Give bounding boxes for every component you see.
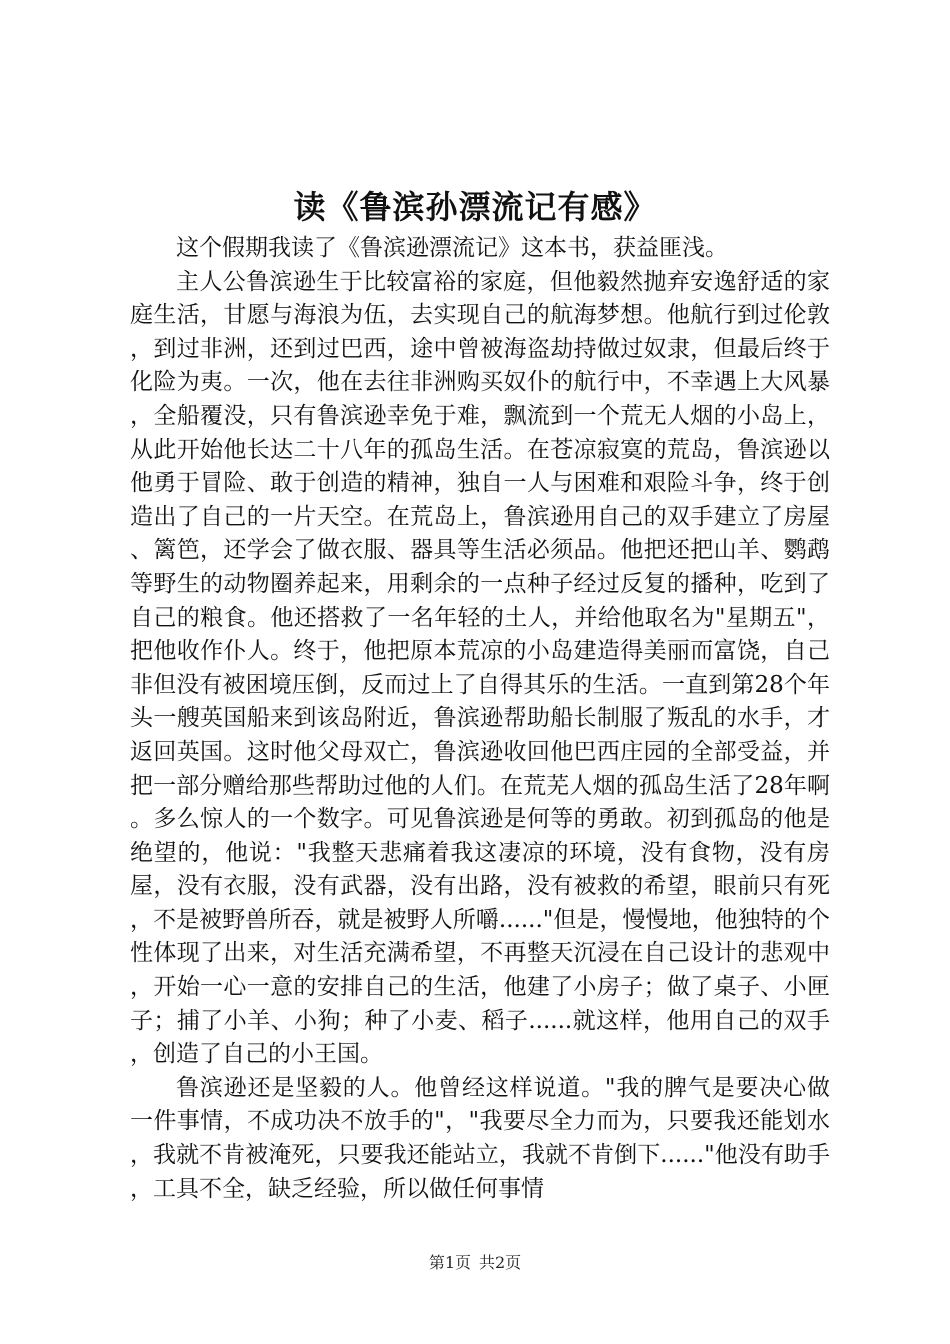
page-total: 共2页: [479, 1253, 522, 1272]
document-body: [130, 232, 830, 1206]
paragraph-perseverance: 鲁滨逊还是坚毅的人。他曾经这样说道。"我的脾气是要决心做一件事情，不成功决不放手的"，"我要尽全力而为，只要我还能划水，我就不肯被淹死，只要我还能站立，我就不肯倒下......"他没有助手，工具不全，缺乏经验，所以做任何事情: [130, 1074, 830, 1202]
document-title: 读《鲁滨孙漂流记有感》: [293, 188, 657, 226]
page-footer: [0, 1251, 950, 1275]
paragraph-intro: 这个假期我读了《鲁滨逊漂流记》这本书，获益匪浅。: [176, 235, 728, 261]
page-number: 第1页: [428, 1253, 471, 1272]
paragraph-story: 主人公鲁滨逊生于比较富裕的家庭，但他毅然抛弃安逸舒适的家庭生活，甘愿与海浪为伍，去实现自己的航海梦想。他航行到过伦敦，到过非洲，还到过巴西，途中曾被海盗劫持做过奴隶，但最后终于化险为夷。一次，他在去往非洲购买奴仆的航行中，不幸遇上大风暴，全船覆没，只有鲁滨逊幸免于难，飘流到一个荒无人烟的小岛上，从此开始他长达二十八年的孤岛生活。在苍凉寂寞的荒岛，鲁滨逊以他勇于冒险、敢于创造的精神，独自一人与困难和艰险斗争，终于创造出了自己的一片天空。在荒岛上，鲁滨逊用自己的双手建立了房屋、篱笆，还学会了做衣服、器具等生活必须品。他把还把山羊、鹦鹉等野生的动物圈养起来，用剩余的一点种子经过反复的播种，吃到了自己的粮食。他还搭救了一名年轻的土人，并给他取名为"星期五"，把他收作仆人。终于，他把原本荒凉的小岛建造得美丽而富饶，自己非但没有被困境压倒，反而过上了自得其乐的生活。一直到第28个年头一艘英国船来到该岛附近，鲁滨逊帮助船长制服了叛乱的水手，才返回英国。这时他父母双亡，鲁滨逊收回他巴西庄园的全部受益，并把一部分赠给那些帮助过他的人们。在荒芜人烟的孤岛生活了28年啊。多么惊人的一个数字。可见鲁滨逊是何等的勇敢。初到孤岛的他是绝望的，他说："我整天悲痛着我这凄凉的环境，没有食物，没有房屋，没有衣服，没有武器，没有出路，没有被救的希望，眼前只有死，不是被野兽所吞，就是被野人所嚼......"但是，慢慢地，他独特的个性体现了出来，对生活充满希望，不再整天沉浸在自己设计的悲观中，开始一心一意的安排自己的生活，他建了小房子；做了桌子、小匣子；捕了小羊、小狗；种了小麦、稻子......就这样，他用自己的双手，创造了自己的小王国。: [130, 268, 830, 1068]
